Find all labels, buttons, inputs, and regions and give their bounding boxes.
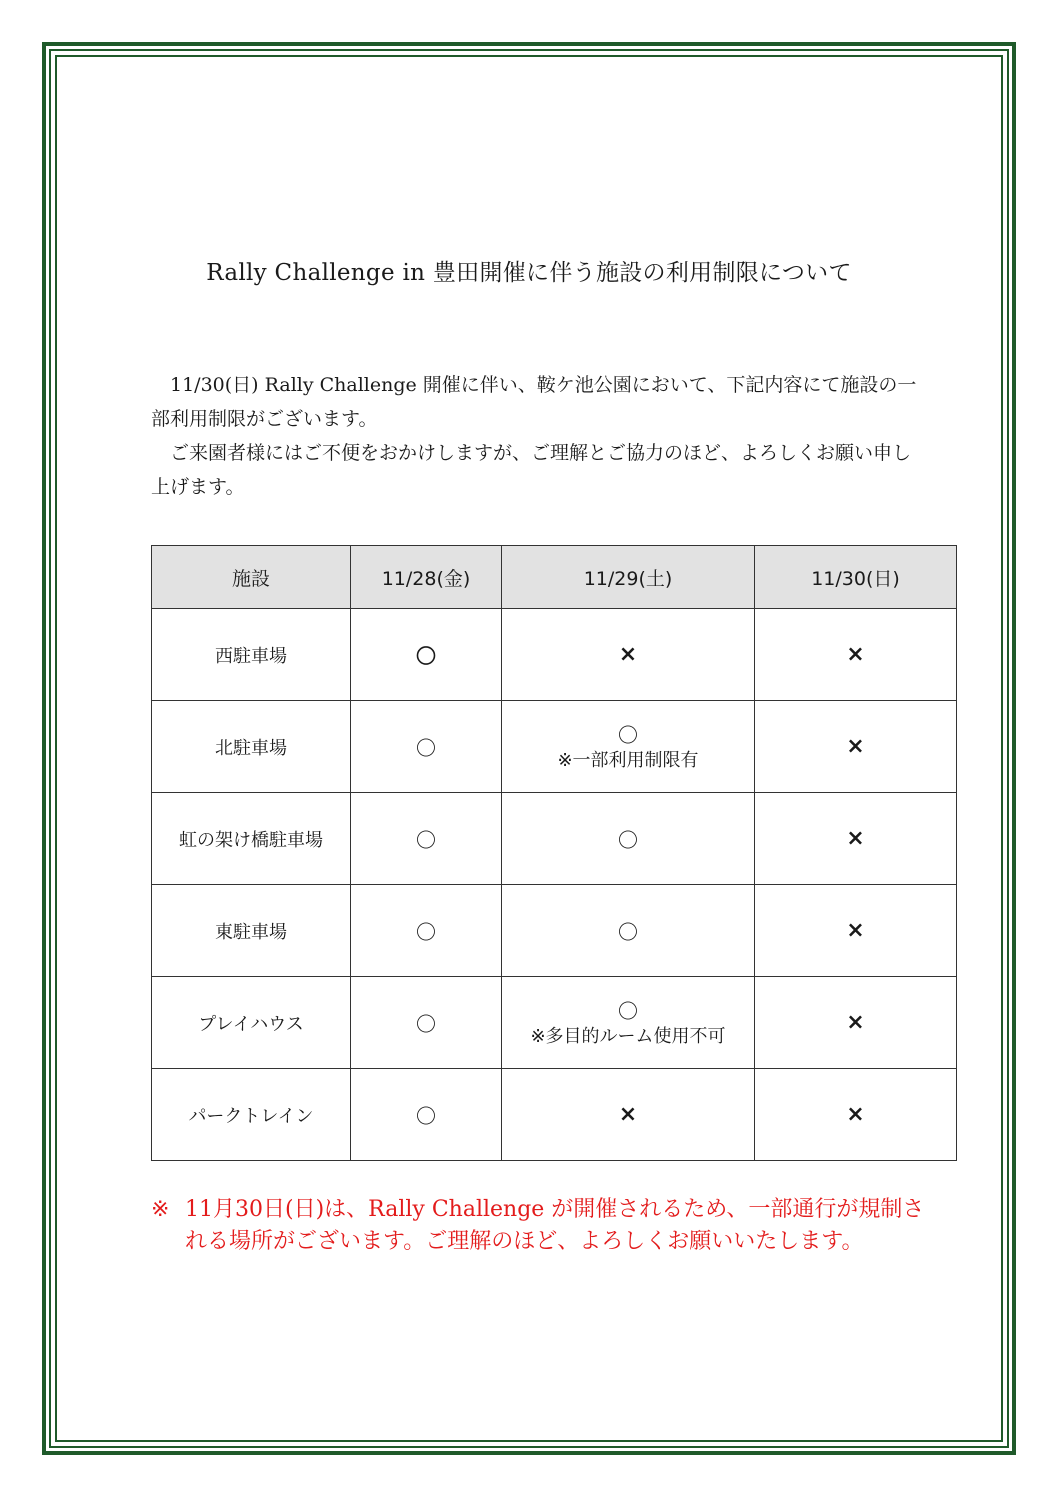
status-cell (502, 609, 755, 701)
facility-name: 北駐車場 (152, 701, 351, 793)
status-cell (351, 885, 502, 977)
available-mark: 〇 (618, 920, 638, 944)
status-cell (755, 609, 957, 701)
available-mark: 〇 (618, 999, 638, 1023)
available-mark: 〇 (618, 828, 638, 852)
unavailable-mark: × (846, 826, 865, 851)
facility-name: プレイハウス (152, 977, 351, 1069)
note-mark: ※ (151, 1197, 170, 1222)
facility-name: 東駐車場 (152, 885, 351, 977)
unavailable-mark: × (846, 1102, 865, 1127)
status-cell (351, 977, 502, 1069)
status-cell (755, 977, 957, 1069)
header-facility: 施設 (152, 546, 351, 609)
facility-name: 虹の架け橋駐車場 (152, 793, 351, 885)
intro-paragraph-1: 11/30(日) Rally Challenge 開催に伴い、鞍ケ池公園において、下記内容にて施設の一部利用制限がございます。 (151, 374, 917, 430)
footnote-text: 11月30日(日)は、Rally Challenge が開催されるため、一部通行が規制される場所がございます。ご理解のほど、よろしくお願いいたします。 (185, 1197, 925, 1254)
header-date-1128: 11/28(金) (351, 546, 502, 609)
status-cell (502, 1069, 755, 1161)
table-row (152, 977, 957, 1069)
status-cell (351, 793, 502, 885)
facility-name: パークトレイン (152, 1069, 351, 1161)
table-header-row (152, 546, 957, 609)
table-row (152, 609, 957, 701)
footnote (151, 1194, 931, 1258)
available-mark: 〇 (416, 1104, 436, 1128)
header-date-1129: 11/29(土) (502, 546, 755, 609)
status-cell (755, 1069, 957, 1161)
status-cell (351, 609, 502, 701)
available-mark: 〇 (416, 920, 436, 944)
available-mark: 〇 (416, 736, 436, 760)
status-cell (502, 793, 755, 885)
status-cell (502, 701, 755, 793)
facility-name: 西駐車場 (152, 609, 351, 701)
document-title: Rally Challenge in 豊田開催に伴う施設の利用制限について (206, 260, 852, 286)
intro-text (151, 368, 921, 504)
unavailable-mark: × (846, 1010, 865, 1035)
available-mark: 〇 (618, 723, 638, 747)
status-cell (502, 885, 755, 977)
available-mark: 〇 (416, 644, 436, 668)
status-cell (755, 701, 957, 793)
unavailable-mark: × (618, 642, 638, 667)
restriction-note: ※多目的ルーム使用不可 (530, 1026, 726, 1047)
unavailable-mark: × (846, 734, 865, 759)
table-row (152, 701, 957, 793)
unavailable-mark: × (618, 1102, 638, 1127)
status-cell (755, 793, 957, 885)
table-row (152, 793, 957, 885)
status-cell (502, 977, 755, 1069)
status-cell (351, 701, 502, 793)
table-row (152, 1069, 957, 1161)
restriction-note: ※一部利用制限有 (557, 750, 699, 771)
unavailable-mark: × (846, 918, 865, 943)
available-mark: 〇 (416, 1012, 436, 1036)
facility-restriction-table (151, 545, 957, 1161)
available-mark: 〇 (416, 828, 436, 852)
unavailable-mark: × (846, 642, 865, 667)
intro-paragraph-2: ご来園者様にはご不便をおかけしますが、ご理解とご協力のほど、よろしくお願い申し上げます。 (151, 442, 912, 498)
status-cell (755, 885, 957, 977)
table-row (152, 885, 957, 977)
status-cell (351, 1069, 502, 1161)
header-date-1130: 11/30(日) (755, 546, 957, 609)
